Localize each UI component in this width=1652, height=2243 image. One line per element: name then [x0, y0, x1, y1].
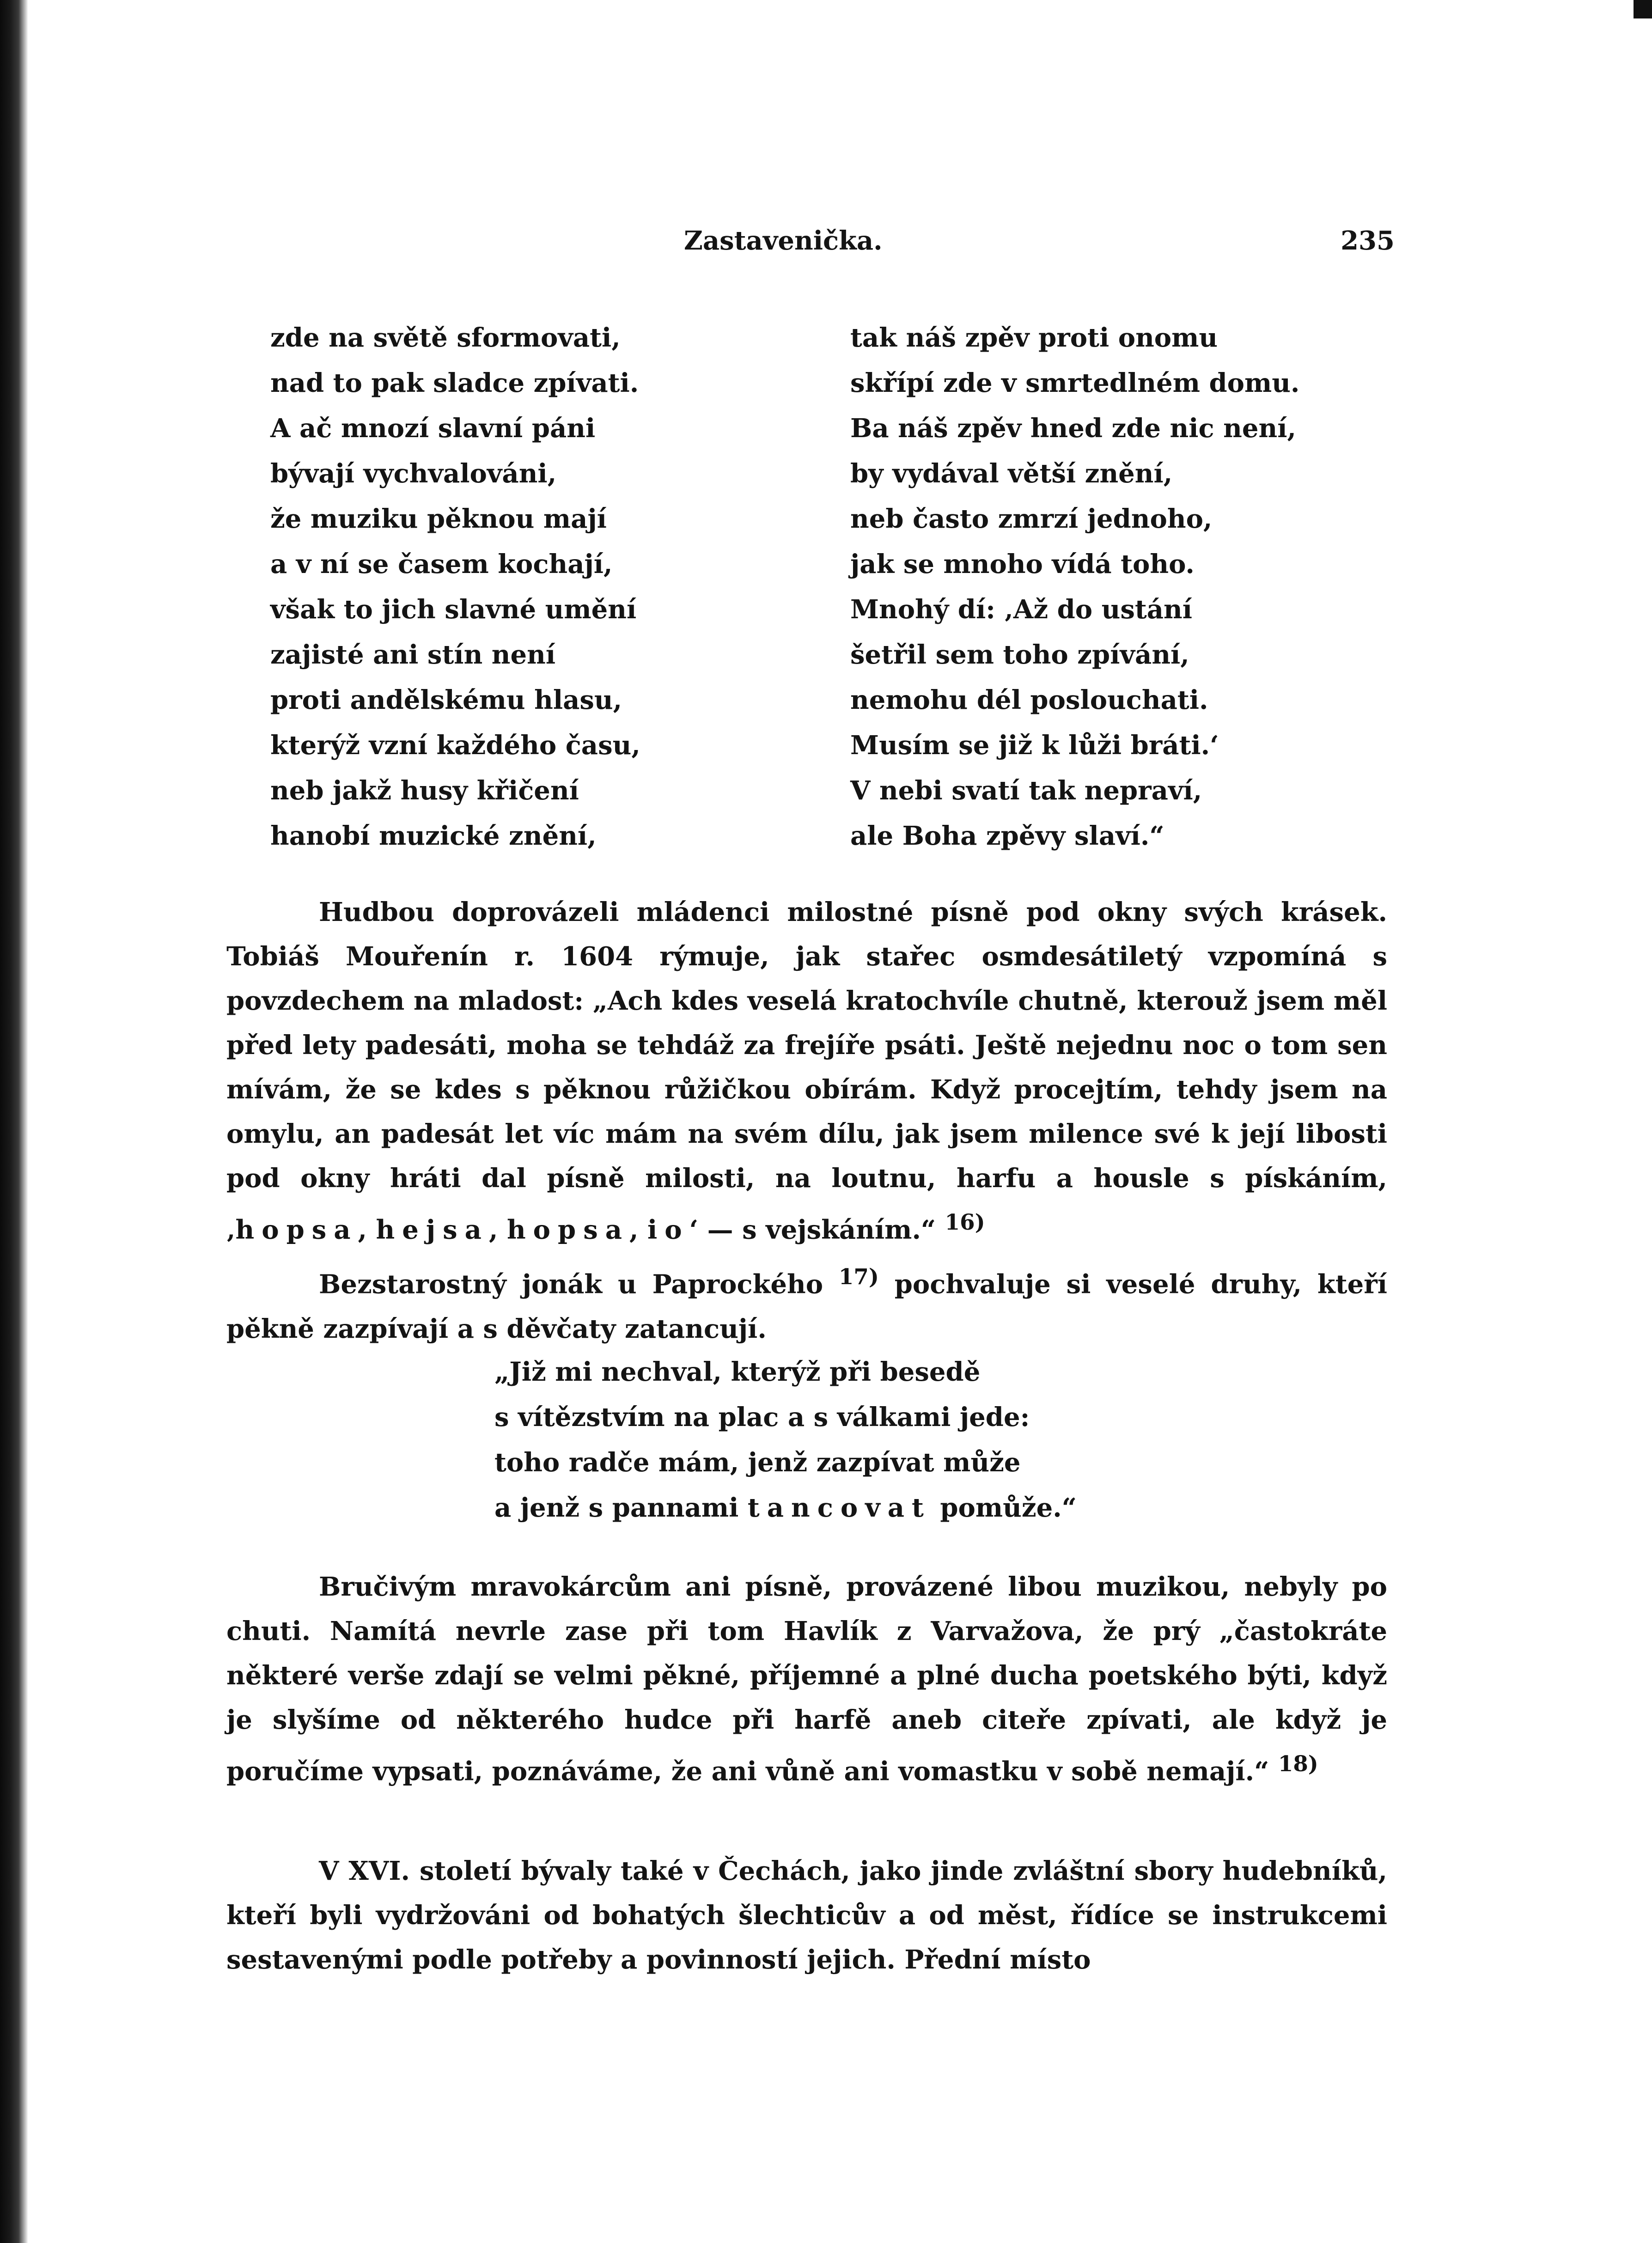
- paragraph-text: V XVI. století bývaly také v Čechách, jako jinde zvláštní sbory hudebníků, kteří byli vydržováni od bohatých šlechticův a od měst, řídíce se instrukcemi sestavenými podle potřeby a povinností jejich. Přední místo: [226, 1856, 1387, 1975]
- paragraph-bezstarostny: [226, 1255, 1387, 1351]
- book-spine-shadow: [0, 0, 28, 2243]
- poem-line: hanobí muzické znění,: [270, 821, 597, 851]
- page-number: 235: [1341, 226, 1395, 256]
- quote-line: „Již mi nechval, kterýž při besedě: [494, 1357, 981, 1387]
- poem-line: a v ní se časem kochají,: [270, 549, 613, 579]
- poem-line: neb často zmrzí jednoho,: [850, 504, 1213, 534]
- spaced-word: hopsa: [506, 1214, 630, 1245]
- paragraph-text: Bručivým mravokárcům ani písně, provázené libou muzikou, nebyly po chuti. Namítá nevrle zase při tom Havlík z Varvažova, že prý „častokráte některé verše zdají se velmi pěkné, příjemné a plné ducha poetského býti, když je slyšíme od některého hudce při harfě aneb citeře zpívati, ale když je poručíme vypsati, poznáváme, že ani vůně ani vomastku v sobě nemají.“: [226, 1572, 1387, 1787]
- paragraph-text: ‘ — s vejskáním.“: [689, 1214, 945, 1245]
- scan-corner-mark: [1634, 0, 1652, 18]
- poem-line: nad to pak sladce zpívati.: [270, 368, 639, 398]
- poem-line: skřípí zde v smrtedlném domu.: [850, 368, 1300, 398]
- quote-text: pomůže.“: [931, 1493, 1077, 1523]
- poem-line: V nebi svatí tak nepraví,: [850, 775, 1202, 806]
- running-title: Zastavenička.: [684, 226, 883, 256]
- spaced-word: tancovat: [747, 1493, 931, 1523]
- poem-right-column: [850, 315, 1299, 859]
- poem-line: neb jakž husy křičení: [270, 775, 579, 806]
- poem-line: tak náš zpěv proti onomu: [850, 323, 1218, 353]
- poem-line: kterýž vzní každého času,: [270, 730, 640, 761]
- quoted-verse: [494, 1349, 1077, 1530]
- poem-line: nemohu dél poslouchati.: [850, 685, 1208, 715]
- punctuation: ,: [629, 1214, 648, 1245]
- quote-text: a jenž s pannami: [494, 1493, 748, 1523]
- poem-line: bývají vychvalováni,: [270, 458, 557, 489]
- punctuation: ,: [488, 1214, 507, 1245]
- poem-left-column: [270, 315, 640, 859]
- footnote-marker: 18): [1278, 1751, 1318, 1777]
- paragraph-brucivym: [226, 1565, 1387, 1794]
- poem-line: A ač mnozí slavní páni: [270, 413, 596, 444]
- spaced-word: hopsa: [235, 1214, 358, 1245]
- poem-line: proti andělskému hlasu,: [270, 685, 622, 715]
- spaced-word: hejsa: [376, 1214, 489, 1245]
- poem-line: zde na světě sformovati,: [270, 323, 621, 353]
- paragraph-text: pochvaluje si veselé druhy, kteří pěkně zazpívají a s děvčaty zatancují.: [226, 1269, 1388, 1344]
- poem-line: Musím se již k lůži bráti.‘: [850, 730, 1219, 761]
- paragraph-xvi-stoleti: [226, 1849, 1387, 1982]
- poem-line: ale Boha zpěvy slaví.“: [850, 821, 1164, 851]
- poem-line: šetřil sem toho zpívání,: [850, 640, 1189, 670]
- poem-line: Ba náš zpěv hned zde nic není,: [850, 413, 1296, 444]
- paragraph-hudbou: [226, 890, 1387, 1252]
- poem-line: by vydával větší znění,: [850, 458, 1173, 489]
- poem-line: však to jich slavné umění: [270, 594, 637, 625]
- footnote-marker: 16): [945, 1210, 985, 1235]
- quote-line: s vítězstvím na plac a s válkami jede:: [494, 1402, 1030, 1432]
- poem-line: Mnohý dí: ‚Až do ustání: [850, 594, 1193, 625]
- quote-line: [494, 1485, 1077, 1530]
- footnote-marker: 17): [838, 1264, 879, 1290]
- punctuation: ,: [358, 1214, 376, 1245]
- paragraph-text: Hudbou doprovázeli mládenci milostné písně pod okny svých krásek. Tobiáš Mouřenín r. 1604 rýmuje, jak stařec osmdesátiletý vzpomíná s povzdechem na mladost: „Ach kdes veselá kratochvíle chutně, kterouž jsem měl před lety padesáti, moha se tehdáž za frejíře psáti. Ještě nejednu noc o tom sen mívám, že se kdes s pěknou růžičkou obírám. Když procejtím, tehdy jsem na omylu, an padesát let víc mám na svém dílu, jak jsem milence své k její libosti pod okny hráti dal písně milosti, na loutnu, harfu a housle s pískáním, ‚: [226, 897, 1387, 1245]
- spaced-word: io: [647, 1214, 689, 1245]
- poem-line: že muziku pěknou mají: [270, 504, 607, 534]
- poem-line: zajisté ani stín není: [270, 640, 556, 670]
- quote-line: toho radče mám, jenž zazpívat může: [494, 1447, 1021, 1478]
- poem-line: jak se mnoho vídá toho.: [850, 549, 1195, 579]
- paragraph-text: Bezstarostný jonák u Paprockého: [319, 1269, 839, 1300]
